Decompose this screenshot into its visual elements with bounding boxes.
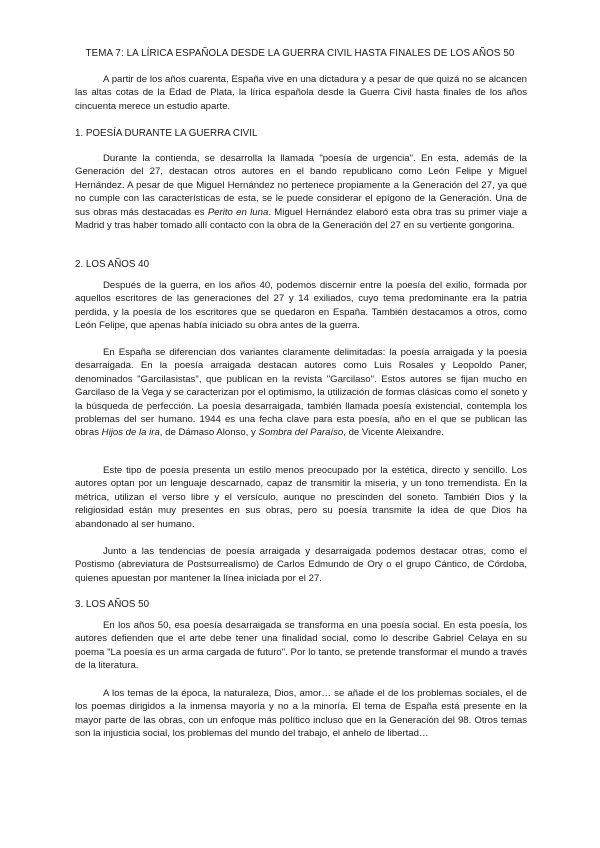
section-2-paragraph-1-block bbox=[75, 279, 527, 333]
work-title: Perito en luna bbox=[207, 206, 269, 218]
section-heading: 1. POESÍA DURANTE LA GUERRA CIVIL bbox=[75, 128, 258, 139]
work-title: Hijos de la ira bbox=[101, 427, 160, 439]
intro-block bbox=[75, 73, 527, 113]
section-3-paragraph-1-block bbox=[75, 619, 527, 673]
paragraph: En los años 50, esa poesía desarraigada se transforma en una poesía social. En esta poesía, los autores defienden que el arte debe tener una finalidad social, como lo describe Gabriel Celaya en su poema "La poesía es un arma cargada de futuro". Por lo tanto, se pretende transformar el mundo a través de la literatura. bbox=[75, 620, 527, 672]
work-title: Sombra del Paraíso bbox=[258, 427, 344, 439]
text-run: Durante la contienda, se desarrolla la llamada "poesía de urgencia". En esta, además de la Generación del 27, destacan otros autores en el bando republicano como León Felipe y Miguel Hernández. A pesar de que Miguel Hernández no pertenece propiamente a la Generación del 27, ya que no cumple con las características de esta, se le puede considerar el epígono de la Generación. Una de sus obras más destacadas es bbox=[75, 153, 527, 218]
section-1-heading-block bbox=[75, 127, 527, 140]
text-run: , de Dámaso Alonso, y bbox=[159, 427, 259, 439]
section-heading: 3. LOS AÑOS 50 bbox=[75, 599, 150, 610]
paragraph: A los temas de la época, la naturaleza, Dios, amor… se añade el de los problemas sociales, el de los poemas dirigidos a la inmensa mayoría y no a la minoría. El tema de España está presente en la mayor parte de las obras, con un enfoque más político incluso que en la Generación del 98. Otros temas son la injusticia social, los problemas del mundo del trabajo, el anhelo de libertad… bbox=[75, 688, 527, 740]
intro-paragraph: A partir de los años cuarenta, España vive en una dictadura y a pesar de que quizá no se alcancen las altas cotas de la Edad de Plata, la lírica española desde la Guerra Civil hasta finales de los años cincuenta merece un estudio aparte. bbox=[75, 74, 527, 112]
section-1-paragraph-block bbox=[75, 152, 527, 232]
paragraph bbox=[75, 152, 527, 232]
text-run: En España se diferencian dos variantes claramente delimitadas: la poesía arraigada y la poesía desarraigada. En la poesía arraigada destacan autores como Luis Rosales y Leopoldo Paner, denominados "Garcilasistas", que publican en la revista "Garcilaso". Estos autores se fijan mucho en Garcilaso de la Vega y se caracterizan por el optimismo, la utilización de formas clásicas como el soneto y la búsqueda de perfección. La poesía desarraigada, también llamada poesía existencial, contempla los problemas del ser humano. 1944 es una fecha clave para esta poesía, año en el que se publican las obras bbox=[75, 347, 527, 439]
paragraph bbox=[75, 346, 527, 440]
section-3-heading-block bbox=[75, 598, 527, 611]
section-heading: 2. LOS AÑOS 40 bbox=[75, 259, 150, 270]
section-2-paragraph-3-block bbox=[75, 464, 527, 531]
text-run: . Miguel Hernández elaboró esta obra tras su primer viaje a Madrid y tras haber tomado allí contacto con la obra de la Generación del 27 en su vertiente gongorina. bbox=[75, 206, 527, 232]
paragraph: Después de la guerra, en los años 40, podemos discernir entre la poesía del exilio, formada por aquellos escritores de las generaciones del 27 y 14 exiliados, cuyo tema predominante era la patria perdida, y la poesía de los escritores que se quedaron en España. También destacamos a otros, como León Felipe, que apenas había iniciado su obra antes de la guerra. bbox=[75, 280, 527, 332]
section-2-paragraph-4-block bbox=[75, 545, 527, 585]
section-2-heading-block bbox=[75, 258, 527, 271]
paragraph: Junto a las tendencias de poesía arraigada y desarraigada podemos destacar otras, como el Postismo (abreviatura de Postsurrealismo) de Carlos Edmundo de Ory o el grupo Cántico, de Córdoba, quienes apuestan por mantener la línea iniciada por el 27. bbox=[75, 546, 527, 584]
section-2-paragraph-2-block bbox=[75, 346, 527, 440]
document-title: TEMA 7: LA LÍRICA ESPAÑOLA DESDE LA GUERRA CIVIL HASTA FINALES DE LOS AÑOS 50 bbox=[85, 48, 515, 59]
paragraph: Este tipo de poesía presenta un estilo menos preocupado por la estética, directo y sencillo. Los autores optan por un lenguaje descarnado, capaz de transmitir la miseria, y un tono tremendista. En la métrica, utilizan el verso libre y el versículo, aunque no prescinden del soneto. También Dios y la religiosidad están muy presentes en sus obras, pero su poesía transmite la idea de que Dios ha abandonado al ser humano. bbox=[75, 465, 527, 530]
section-3-paragraph-2-block bbox=[75, 687, 527, 741]
text-run: , de Vicente Aleixandre. bbox=[343, 427, 444, 439]
